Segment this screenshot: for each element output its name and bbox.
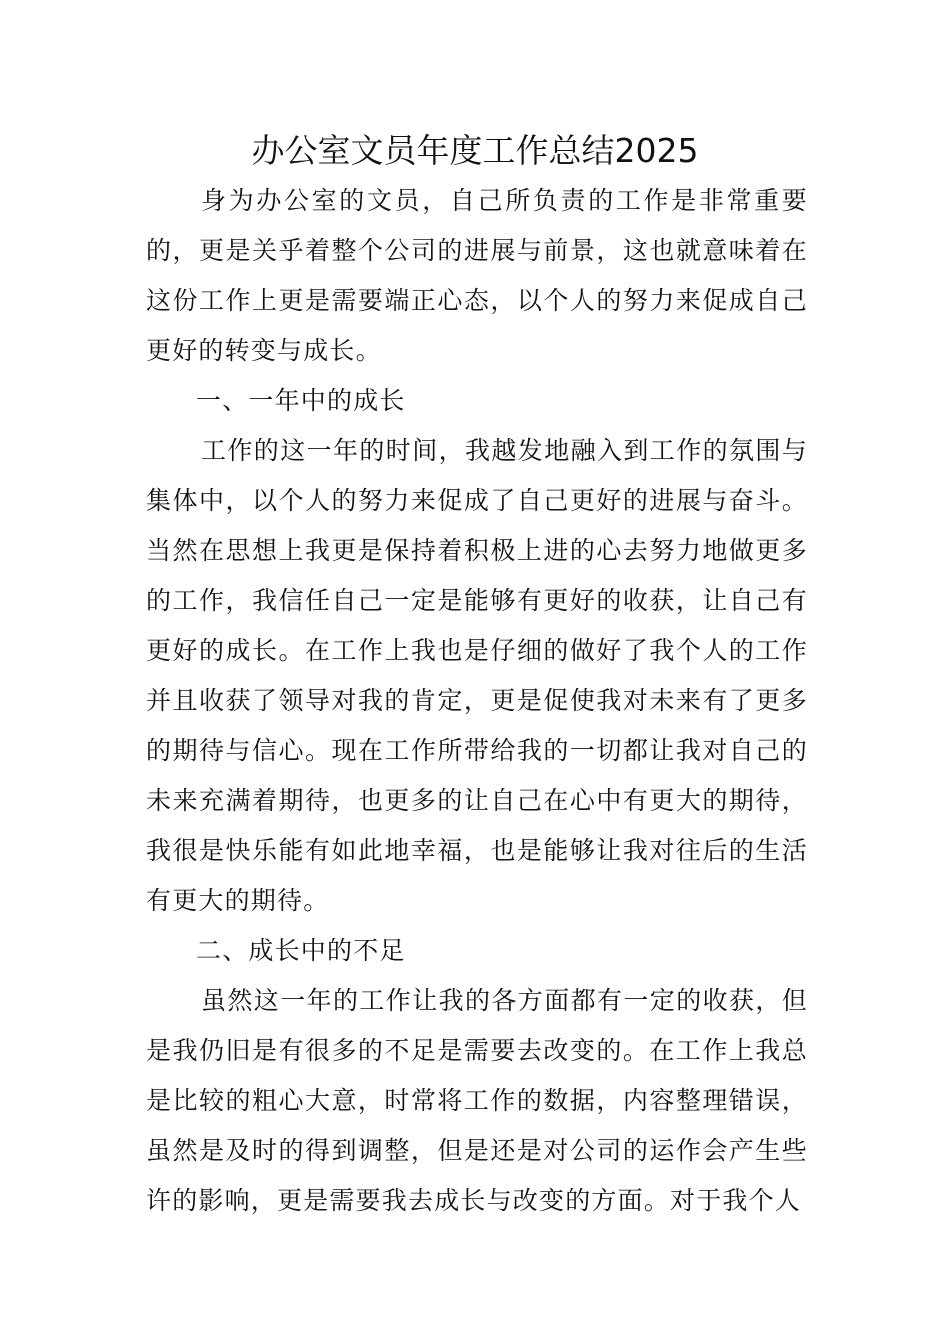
section-heading-growth: 一、一年中的成长: [196, 386, 406, 415]
document-body: [146, 176, 808, 1226]
section-heading-shortcomings: 二、成长中的不足: [196, 936, 406, 965]
growth-paragraph: 工作的这一年的时间，我越发地融入到工作的氛围与集体中，以个人的努力来促成了自己更好的进展与奋斗。当然在思想上我更是保持着积极上进的心去努力地做更多的工作，我信任自己一定是能够有更好的收获，让自己有更好的成长。在工作上我也是仔细的做好了我个人的工作并且收获了领导对我的肯定，更是促使我对未来有了更多的期待与信心。现在工作所带给我的一切都让我对自己的未来充满着期待，也更多的让自己在心中有更大的期待，我很是快乐能有如此地幸福，也是能够让我对往后的生活有更大的期待。: [146, 436, 808, 915]
intro-paragraph: 身为办公室的文员，自己所负责的工作是非常重要的，更是关乎着整个公司的进展与前景，这也就意味着在这份工作上更是需要端正心态，以个人的努力来促成自己更好的转变与成长。: [146, 186, 808, 365]
document-title: 办公室文员年度工作总结2025: [251, 131, 699, 170]
shortcomings-paragraph: 虽然这一年的工作让我的各方面都有一定的收获，但是我仍旧是有很多的不足是需要去改变的。在工作上我总是比较的粗心大意，时常将工作的数据，内容整理错误，虽然是及时的得到调整，但是还是对公司的运作会产生些许的影响，更是需要我去成长与改变的方面。对于我个人: [146, 986, 808, 1215]
